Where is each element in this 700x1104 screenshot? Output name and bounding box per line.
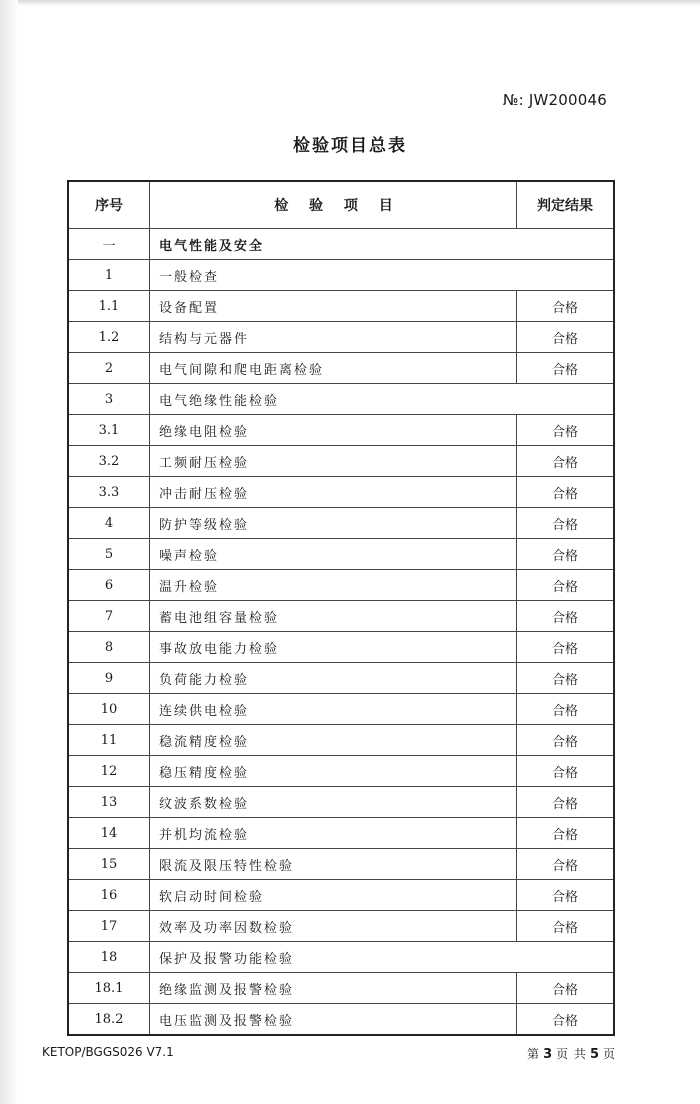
row-result: 合格: [517, 415, 615, 446]
row-inspection-item: 冲击耐压检验: [150, 477, 517, 508]
row-result: 合格: [517, 539, 615, 570]
row-inspection-item: 保护及报警功能检验: [150, 942, 615, 973]
table-row: [68, 663, 614, 694]
row-result: 合格: [517, 880, 615, 911]
row-result: 合格: [517, 1004, 615, 1036]
row-inspection-item: 并机均流检验: [150, 818, 517, 849]
table-body: [68, 229, 614, 1036]
row-serial-number: 8: [68, 632, 150, 663]
table-row: [68, 477, 614, 508]
row-result: 合格: [517, 632, 615, 663]
row-inspection-item: 软启动时间检验: [150, 880, 517, 911]
row-inspection-item: 事故放电能力检验: [150, 632, 517, 663]
table-row: [68, 942, 614, 973]
row-serial-number: 一: [68, 229, 150, 260]
row-result: 合格: [517, 477, 615, 508]
page-total: 5: [589, 1047, 600, 1062]
row-serial-number: 16: [68, 880, 150, 911]
row-serial-number: 5: [68, 539, 150, 570]
row-inspection-item: 一般检查: [150, 260, 615, 291]
row-result: 合格: [517, 911, 615, 942]
row-result: 合格: [517, 725, 615, 756]
table-row: [68, 880, 614, 911]
row-result: 合格: [517, 849, 615, 880]
table-row: [68, 446, 614, 477]
row-serial-number: 11: [68, 725, 150, 756]
row-serial-number: 7: [68, 601, 150, 632]
row-serial-number: 9: [68, 663, 150, 694]
row-inspection-item: 工频耐压检验: [150, 446, 517, 477]
table-row: [68, 849, 614, 880]
page-suffix: 页: [602, 1047, 616, 1061]
row-inspection-item: 稳压精度检验: [150, 756, 517, 787]
row-result: 合格: [517, 973, 615, 1004]
scan-edge-top: [0, 0, 700, 6]
row-inspection-item: 限流及限压特性检验: [150, 849, 517, 880]
row-result: 合格: [517, 818, 615, 849]
row-serial-number: 12: [68, 756, 150, 787]
row-inspection-item: 绝缘监测及报警检验: [150, 973, 517, 1004]
row-serial-number: 18.1: [68, 973, 150, 1004]
row-inspection-item: 纹波系数检验: [150, 787, 517, 818]
table-row: [68, 787, 614, 818]
row-result: 合格: [517, 508, 615, 539]
form-code: KETOP/BGGS026 V7.1: [42, 1045, 174, 1059]
row-result: 合格: [517, 570, 615, 601]
table-row: [68, 818, 614, 849]
table-row: [68, 260, 614, 291]
row-result: 合格: [517, 663, 615, 694]
row-serial-number: 18: [68, 942, 150, 973]
row-inspection-item: 电压监测及报警检验: [150, 1004, 517, 1036]
row-inspection-item: 绝缘电阻检验: [150, 415, 517, 446]
header-result: 判定结果: [517, 181, 615, 229]
table-header-row: [68, 181, 614, 229]
scan-edge-left: [0, 0, 18, 1104]
row-inspection-item: 负荷能力检验: [150, 663, 517, 694]
row-serial-number: 15: [68, 849, 150, 880]
row-inspection-item: 连续供电检验: [150, 694, 517, 725]
row-result: 合格: [517, 756, 615, 787]
row-inspection-item: 防护等级检验: [150, 508, 517, 539]
row-result: 合格: [517, 446, 615, 477]
row-inspection-item: 电气绝缘性能检验: [150, 384, 615, 415]
table-row: [68, 973, 614, 1004]
table-row: [68, 570, 614, 601]
row-serial-number: 3.1: [68, 415, 150, 446]
header-inspection-item: 检 验 项 目: [150, 181, 517, 229]
row-serial-number: 10: [68, 694, 150, 725]
row-inspection-item: 电气间隙和爬电距离检验: [150, 353, 517, 384]
page-current: 3: [543, 1047, 554, 1062]
inspection-items-table: [67, 180, 615, 1036]
row-serial-number: 3: [68, 384, 150, 415]
table-row: [68, 291, 614, 322]
table-row: [68, 911, 614, 942]
page-title: 检验项目总表: [293, 136, 407, 156]
page-mid: 页 共: [556, 1047, 587, 1061]
row-inspection-item: 温升检验: [150, 570, 517, 601]
table-row: [68, 601, 614, 632]
row-serial-number: 2: [68, 353, 150, 384]
table-row: [68, 632, 614, 663]
table-row: [68, 229, 614, 260]
table-row: [68, 756, 614, 787]
page-prefix: 第: [527, 1047, 541, 1061]
row-inspection-item: 设备配置: [150, 291, 517, 322]
table-row: [68, 539, 614, 570]
row-inspection-item: 蓄电池组容量检验: [150, 601, 517, 632]
row-serial-number: 17: [68, 911, 150, 942]
table-row: [68, 384, 614, 415]
row-serial-number: 1.2: [68, 322, 150, 353]
row-inspection-item: 结构与元器件: [150, 322, 517, 353]
table-row: [68, 1004, 614, 1036]
page-indicator: [527, 1045, 616, 1062]
table-row: [68, 508, 614, 539]
row-inspection-item: 电气性能及安全: [150, 229, 615, 260]
row-result: 合格: [517, 353, 615, 384]
row-inspection-item: 稳流精度检验: [150, 725, 517, 756]
row-serial-number: 3.2: [68, 446, 150, 477]
table-row: [68, 322, 614, 353]
row-serial-number: 1: [68, 260, 150, 291]
table-row: [68, 353, 614, 384]
row-serial-number: 13: [68, 787, 150, 818]
row-result: 合格: [517, 694, 615, 725]
table-row: [68, 694, 614, 725]
row-serial-number: 6: [68, 570, 150, 601]
table-row: [68, 415, 614, 446]
row-inspection-item: 效率及功率因数检验: [150, 911, 517, 942]
header-serial-number: 序号: [68, 181, 150, 229]
row-inspection-item: 噪声检验: [150, 539, 517, 570]
row-serial-number: 1.1: [68, 291, 150, 322]
row-result: 合格: [517, 601, 615, 632]
row-result: 合格: [517, 322, 615, 353]
table-row: [68, 725, 614, 756]
row-serial-number: 4: [68, 508, 150, 539]
row-result: 合格: [517, 787, 615, 818]
row-result: 合格: [517, 291, 615, 322]
document-number: №: JW200046: [502, 91, 607, 109]
row-serial-number: 3.3: [68, 477, 150, 508]
row-serial-number: 18.2: [68, 1004, 150, 1036]
row-serial-number: 14: [68, 818, 150, 849]
